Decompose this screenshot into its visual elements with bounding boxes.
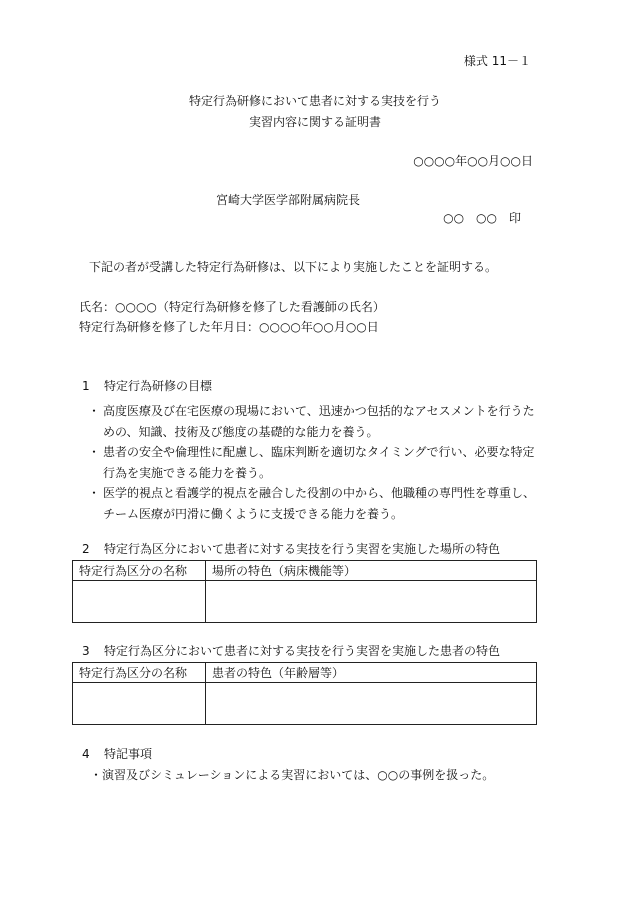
section3-heading (82, 645, 500, 657)
location-features-cell[interactable] (206, 581, 537, 623)
patient-features-table (72, 662, 537, 725)
section1-goal-list (90, 401, 540, 524)
special-note: ・演習及びシミュレーションによる実習においては、○○の事例を扱った。 (90, 768, 495, 782)
section3-number: 3 (82, 644, 90, 658)
issue-date: ○○○○年○○月○○日 (413, 154, 533, 168)
table-header-row (73, 663, 537, 683)
location-features-table (72, 560, 537, 623)
table-row (73, 683, 537, 725)
certification-statement: 下記の者が受講した特定行為研修は、以下により実施したことを証明する。 (89, 260, 498, 274)
section4-title: 特記事項 (104, 747, 153, 761)
section1-heading (82, 380, 212, 392)
column-header-patient-features: 患者の特色（年齢層等） (206, 663, 537, 683)
section2-number: 2 (82, 542, 90, 556)
form-number: 様式 11－１ (463, 54, 531, 68)
document-title-line1: 特定行為研修において患者に対する実技を行う (188, 94, 441, 108)
table-row (73, 581, 537, 623)
category-cell[interactable] (73, 683, 206, 725)
goal-item: ・ 高度医療及び在宅医療の現場において、迅速かつ包括的なアセスメントを行うための、知識、技術及び態度の基礎的な能力を養う。 (90, 401, 540, 442)
document-title-line2: 実習内容に関する証明書 (248, 115, 381, 129)
section1-title: 特定行為研修の目標 (104, 379, 213, 393)
section4-heading (82, 748, 152, 760)
section2-heading (82, 543, 500, 555)
trainee-name-line: 氏名：○○○○（特定行為研修を修了した看護師の氏名） (79, 300, 385, 314)
column-header-location-features: 場所の特色（病床機能等） (206, 561, 537, 581)
section1-number: 1 (82, 379, 90, 393)
completion-date-line: 特定行為研修を修了した年月日：○○○○年○○月○○日 (79, 320, 379, 334)
issuer-organization: 宮崎大学医学部附属病院長 (216, 193, 361, 207)
column-header-category: 特定行為区分の名称 (73, 561, 206, 581)
goal-item: ・ 医学的視点と看護学的視点を融合した役割の中から、他職種の専門性を尊重し、チーム医療が円滑に働くように支援できる能力を養う。 (90, 483, 540, 524)
table-header-row (73, 561, 537, 581)
patient-features-cell[interactable] (206, 683, 537, 725)
section3-title: 特定行為区分において患者に対する実技を行う実習を実施した患者の特色 (104, 644, 501, 658)
goal-item: ・ 患者の安全や倫理性に配慮し、臨床判断を適切なタイミングで行い、必要な特定行為を実施できる能力を養う。 (90, 442, 540, 483)
category-cell[interactable] (73, 581, 206, 623)
issuer-signer: ○○ ○○ 印 (443, 211, 521, 225)
section4-number: 4 (82, 747, 90, 761)
section2-title: 特定行為区分において患者に対する実技を行う実習を実施した場所の特色 (104, 542, 501, 556)
column-header-category: 特定行為区分の名称 (73, 663, 206, 683)
